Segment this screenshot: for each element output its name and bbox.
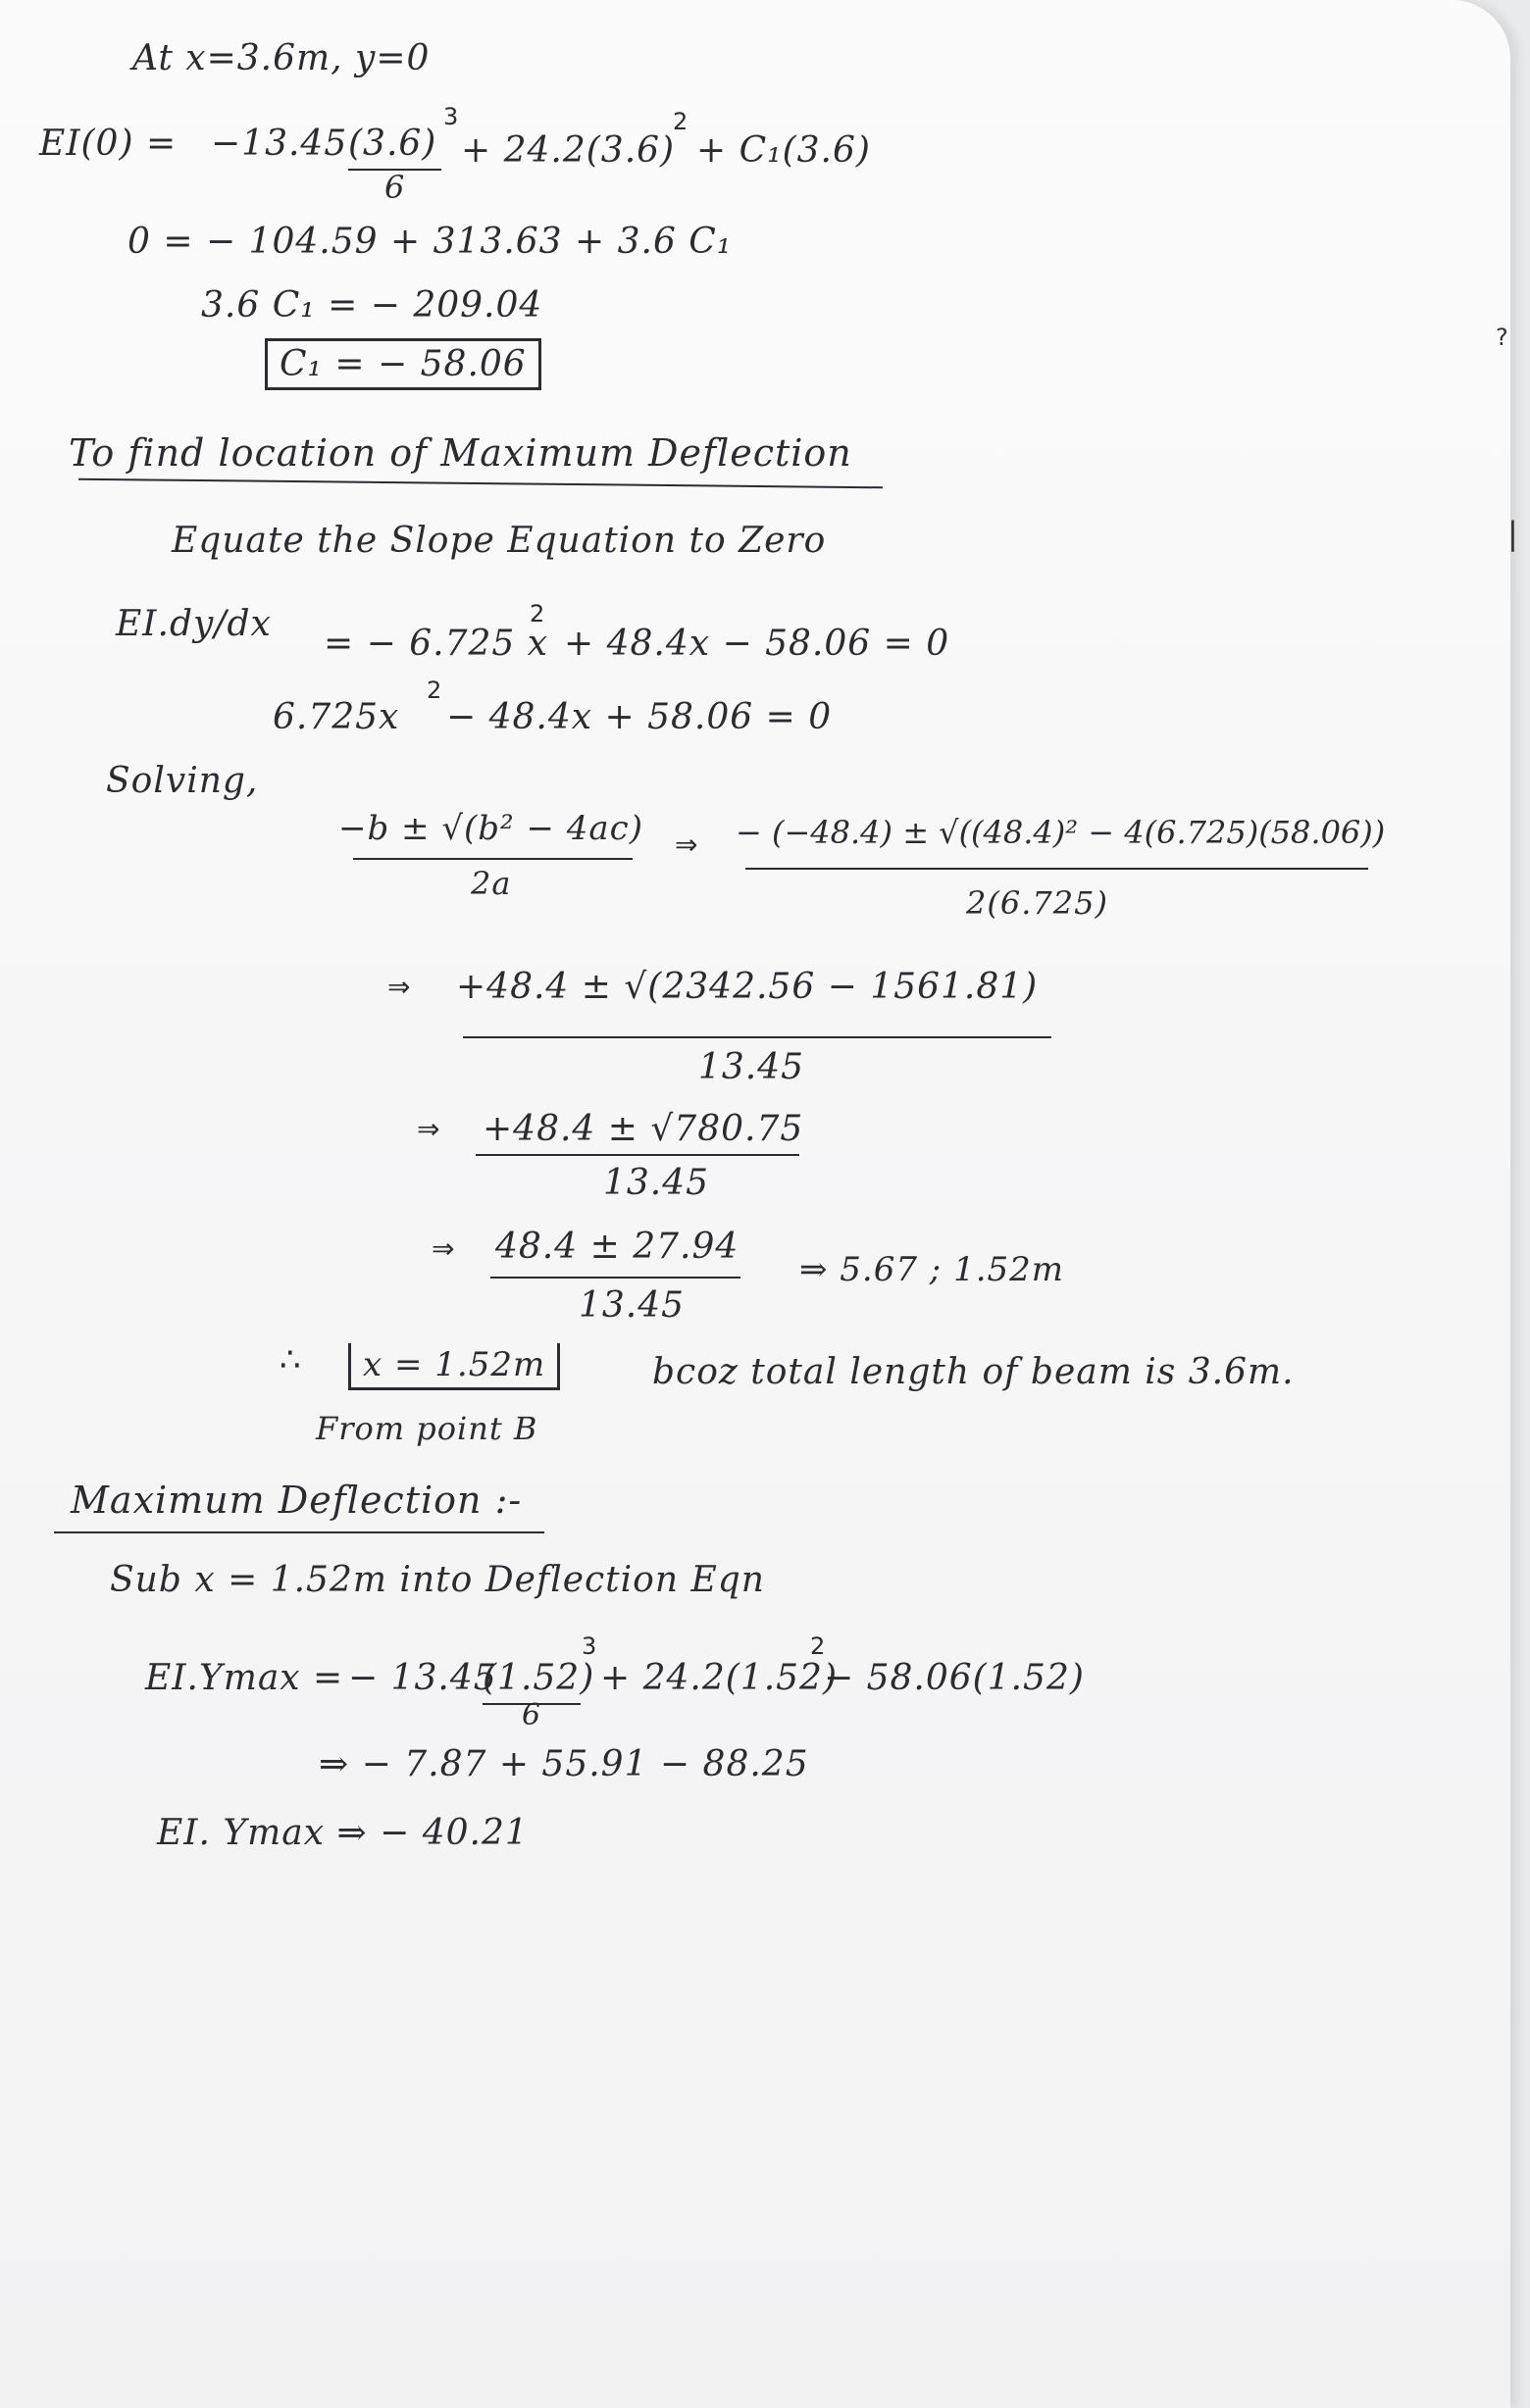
bc-eq1-frac-den: 6 (384, 169, 406, 206)
bc-eq3: 3.6 C₁ = − 209.04 (201, 285, 543, 326)
step1-num: +48.4 ± √(2342.56 − 1561.81) (456, 967, 1039, 1007)
step2-den: 13.45 (603, 1163, 710, 1203)
slope-exp2: 2 (530, 600, 546, 627)
step3-num: 48.4 ± 27.94 (495, 1227, 740, 1267)
bc-eq1-frac-num: (3.6) (348, 124, 437, 164)
arrow-1: ⇒ (675, 828, 699, 861)
edge-mark-top: ? (1496, 324, 1508, 351)
bc-eq1-b: + 24.2(3.6) (461, 130, 676, 171)
arrow-3: ⇒ (417, 1113, 441, 1145)
ymax-frac-den: 6 (522, 1698, 542, 1732)
section2-title: Maximum Deflection :- (71, 1479, 523, 1522)
ymax-exp2: 2 (810, 1632, 827, 1660)
quad-exp2: 2 (427, 677, 443, 704)
sub-frac-line (745, 868, 1368, 870)
from-point: From point B (316, 1410, 538, 1447)
reason-text: bcoz total length of beam is 3.6m. (652, 1352, 1295, 1392)
formula-den: 2a (471, 865, 512, 902)
section1-title: To find location of Maximum Deflection (69, 431, 852, 475)
ymax-frac-num: (1.52) (483, 1658, 595, 1698)
slope-lhs: EI.dy/dx (116, 604, 272, 644)
bc-eq1-exp2: 2 (673, 108, 689, 135)
section2-underline (54, 1531, 544, 1533)
formula-num: −b ± √(b² − 4ac) (338, 809, 643, 848)
slope-rhs: = − 6.725 x (324, 624, 549, 664)
ymax-lhs: EI.Ymax = (145, 1658, 344, 1698)
arrow-2: ⇒ (387, 971, 412, 1003)
ymax-exp3: 3 (582, 1632, 598, 1660)
step3-den: 13.45 (579, 1285, 686, 1326)
step2-frac-line (476, 1154, 799, 1156)
ymax-final: EI. Ymax ⇒ − 40.21 (157, 1813, 529, 1853)
section1-sub: Equate the Slope Equation to Zero (172, 521, 827, 561)
sub-line: Sub x = 1.52m into Deflection Eqn (110, 1560, 765, 1600)
slope-rhs2: + 48.4x − 58.06 = 0 (564, 624, 950, 664)
step1-den: 13.45 (698, 1047, 805, 1087)
bc-eq1-exp3: 3 (443, 103, 460, 130)
x-result-box: x = 1.52m (348, 1343, 560, 1390)
bc-eq2: 0 = − 104.59 + 313.63 + 3.6 C₁ (128, 222, 733, 262)
bc-eq1-a: −13.45 (211, 124, 348, 164)
bc-header: At x=3.6m, y=0 (132, 38, 431, 78)
arrow-4: ⇒ (432, 1232, 456, 1265)
bc-eq1-c: + C₁(3.6) (696, 130, 871, 171)
bc-result-box: C₁ = − 58.06 (265, 338, 541, 390)
ymax-b: + 24.2(1.52) (600, 1658, 839, 1698)
step3-frac-line (490, 1277, 740, 1279)
ymax-a: − 13.45 (348, 1658, 497, 1698)
ymax-step: ⇒ − 7.87 + 55.91 − 88.25 (319, 1744, 809, 1784)
bc-eq1-left: EI(0) = (39, 124, 178, 164)
quad-eq: 6.725x (273, 697, 400, 737)
sub-den: 2(6.725) (966, 884, 1108, 922)
formula-frac-line (353, 858, 633, 860)
edge-mark-mid: | (1507, 515, 1518, 552)
therefore-symbol: ∴ (280, 1340, 302, 1380)
step2-num: +48.4 ± √780.75 (483, 1109, 804, 1149)
step3-result: ⇒ 5.67 ; 1.52m (799, 1250, 1065, 1289)
step1-frac-line (463, 1036, 1051, 1038)
ymax-c: − 58.06(1.52) (824, 1658, 1085, 1698)
sub-num: − (−48.4) ± √((48.4)² − 4(6.725)(58.06)) (736, 814, 1386, 851)
quad-eq2: − 48.4x + 58.06 = 0 (446, 697, 833, 737)
solving-label: Solving, (106, 761, 259, 801)
